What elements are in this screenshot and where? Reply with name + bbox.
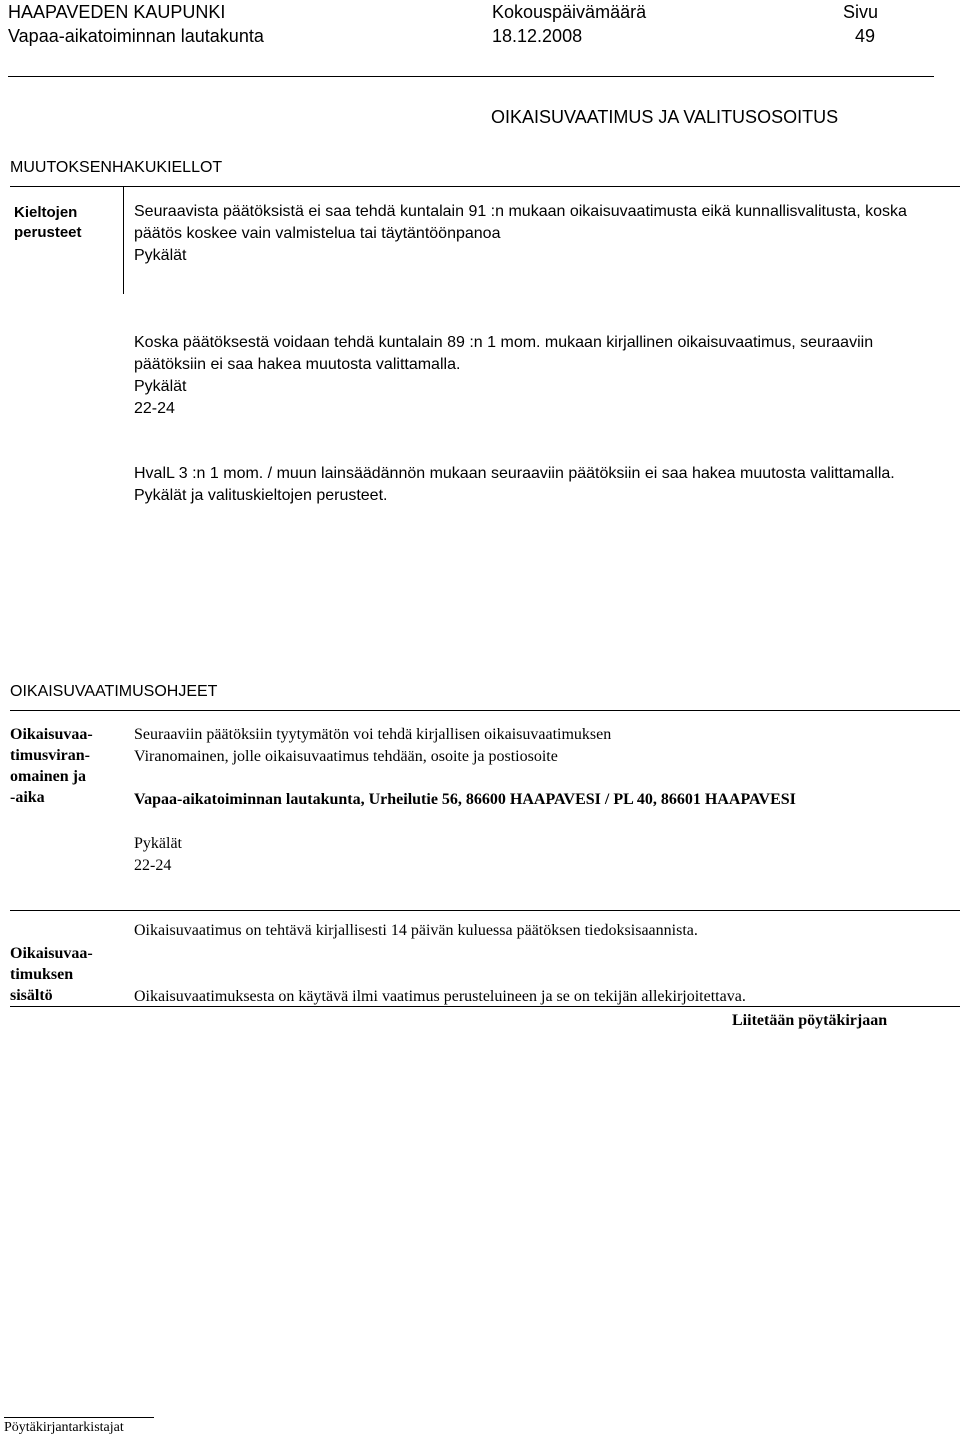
checkers-label: Pöytäkirjantarkistajat [4, 1420, 124, 1435]
instructions-top-rule [10, 710, 960, 711]
instructions-line2: Viranomainen, jolle oikaisuvaatimus tehdään, osoite ja postiosoite [134, 748, 558, 765]
restriction-p1-line1: Seuraavista päätöksistä ei saa tehdä kuntalain 91 :n mukaan oikaisuvaatimusta eikä kunnallisvalitusta, koska [134, 203, 907, 220]
page-label: Sivu [843, 2, 879, 22]
content-side-line: Oikaisuvaa- [10, 945, 93, 962]
restriction-p2-line1: Koska päätöksestä voidaan tehdä kuntalain 89 :n 1 mom. mukaan kirjallinen oikaisuvaatimus, seuraaviin [134, 334, 874, 351]
content-top-rule [10, 910, 960, 911]
restriction-p3-line1: HvalL 3 :n 1 mom. / muun lainsäädännön mukaan seuraaviin päätöksiin ei saa hakea muutosta valittamalla. [134, 465, 895, 482]
authority-side-label [10, 724, 93, 808]
restrictions-top-rule [10, 186, 960, 187]
meeting-date: 18.12.2008 [492, 26, 583, 46]
restriction-p1-line2: päätös koskee vain valmistelua tai täytäntöönpanoa [134, 225, 501, 242]
authority-address: Vapaa-aikatoiminnan lautakunta, Urheilutie 56, 86600 HAAPAVESI / PL 40, 86601 HAAPAVESI [134, 791, 796, 808]
page-number: 49 [855, 26, 876, 46]
board-name: Vapaa-aikatoiminnan lautakunta [8, 26, 264, 46]
content-side-line: sisältö [10, 987, 53, 1004]
restriction-p2-pykalat: Pykälät [134, 378, 187, 395]
restrictions-divider [123, 186, 124, 294]
authority-side-line: omainen ja [10, 768, 86, 785]
authority-side-line: timusviran- [10, 747, 90, 764]
deadline-text: Oikaisuvaatimus on tehtävä kirjallisesti 14 päivän kuluessa päätöksen tiedoksisaannista. [134, 922, 698, 939]
footer-rule [4, 1417, 154, 1418]
restriction-p2-sections: 22-24 [134, 400, 175, 417]
restriction-p2-line2: päätöksiin ei saa hakea muutosta valittamalla. [134, 356, 461, 373]
header-rule [8, 76, 934, 77]
instructions-sections: 22-24 [134, 857, 172, 874]
page-title: OIKAISUVAATIMUS JA VALITUSOSOITUS [491, 107, 839, 127]
restrictions-heading: MUUTOKSENHAKUKIELLOT [10, 159, 223, 176]
instructions-heading: OIKAISUVAATIMUSOHJEET [10, 683, 218, 700]
date-label: Kokouspäivämäärä [492, 2, 647, 22]
instructions-line1: Seuraaviin päätöksiin tyytymätön voi tehdä kirjallisen oikaisuvaatimuksen [134, 726, 612, 743]
restrictions-side-label-2: perusteet [14, 224, 82, 241]
restrictions-side-label-1: Kieltojen [14, 204, 78, 221]
restriction-p1-pykalat: Pykälät [134, 247, 187, 264]
org-name: HAAPAVEDEN KAUPUNKI [8, 2, 226, 22]
attach-note: Liitetään pöytäkirjaan [732, 1012, 888, 1029]
instructions-pykalat: Pykälät [134, 835, 182, 852]
restriction-p3-line2: Pykälät ja valituskieltojen perusteet. [134, 487, 388, 504]
content-side-label [10, 943, 93, 1006]
authority-side-line: -aika [10, 789, 45, 806]
content-text: Oikaisuvaatimuksesta on käytävä ilmi vaatimus perusteluineen ja se on tekijän allekirjoitettava. [134, 988, 746, 1005]
authority-side-line: Oikaisuvaa- [10, 726, 93, 743]
content-side-line: timuksen [10, 966, 74, 983]
